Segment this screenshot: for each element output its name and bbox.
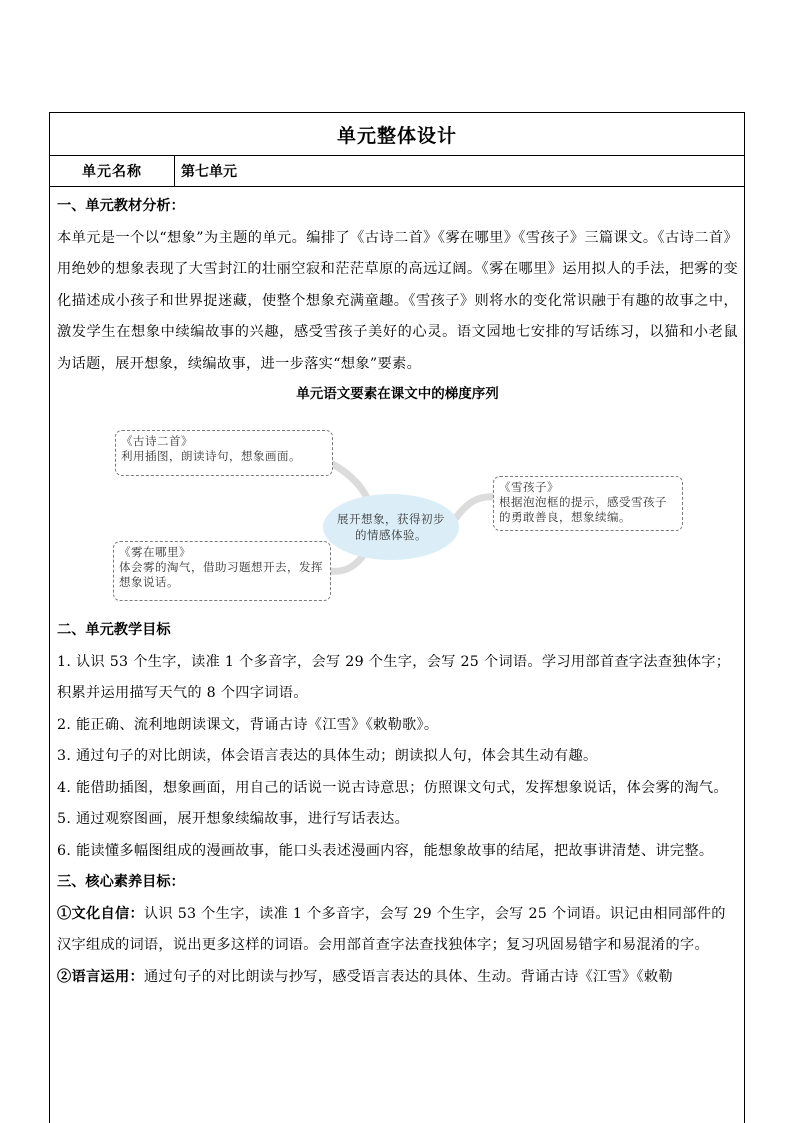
core-item-1-text: 认识 53 个生字，读准 1 个多音字，会写 29 个生字，会写 25 个词语。识记由相同部件的汉字组成的词语，说出更多这样的词语。会用部首查字法查找独体字；复习巩固易错字和易混淆的字。 [57,905,726,953]
note-xuehaizi-title: 《雪孩子》 [499,480,559,494]
note-wuzainali-text: 体会雾的淘气，借助习题想开去，发挥想象说话。 [119,560,323,589]
goal-item-4: 4. 能借助插图，想象画面，用自己的话说一说古诗意思；仿照课文句式，发挥想象说话，体会雾的淘气。 [57,779,728,796]
connector-to-note2 [455,497,497,519]
analysis-heading: 一、单元教材分析： [57,198,185,214]
core-item-2 [57,962,738,994]
center-bubble: 展开想象，获得初步的情感体验。 [323,494,459,560]
core-item-2-lead: ②语言运用： [57,968,144,985]
unit-name-value: 第七单元 [181,164,237,180]
diagram-title: 单元语文要素在课文中的梯度序列 [296,386,499,402]
goal-item-2: 2. 能正确、流利地朗读课文，背诵古诗《江雪》《敕勒歌》。 [57,716,439,733]
goals-heading: 二、单元教学目标 [57,622,171,638]
goal-item-1: 1. 认识 53 个生字，读准 1 个多音字，会写 29 个生字，会写 25 个词语。学习用部首查字法查独体字；积累并运用描写天气的 8 个四字词语。 [57,653,731,701]
unit-name-label: 单元名称 [50,156,175,186]
note-gushi-text: 利用插图，朗读诗句，想象画面。 [121,449,301,463]
core-item-2-text: 通过句子的对比朗读与抄写，感受语言表达的具体、生动。背诵古诗《江雪》《敕勒 [143,968,673,985]
note-wuzainali-title: 《雾在哪里》 [119,545,191,559]
note-xuehaizi-text: 根据泡泡框的提示，感受雪孩子的勇敢善良，想象续编。 [499,495,667,524]
analysis-paragraph: 本单元是一个以“想象”为主题的单元。编排了《古诗二首》《雾在哪里》《雪孩子》三篇课文。《古诗二首》用绝妙的想象表现了大雪封江的壮丽空寂和茫茫草原的高远辽阔。《雾在哪里》运用拟人的手法，把雾的变化描述成小孩子和世界捉迷藏，使整个想象充满童趣。《雪孩子》则将水的变化常识融于有趣的故事之中，激发学生在想象中续编故事的兴趣，感受雪孩子美好的心灵。语文园地七安排的写话练习，以猫和小老鼠为话题，展开想象，续编故事，进一步落实“想象”要素。 [57,229,738,372]
core-heading: 三、核心素养目标： [57,874,185,890]
mind-map-diagram [57,407,738,615]
core-item-1-lead: ①文化自信： [57,905,144,922]
unit-design-table [49,112,745,1123]
table-title: 单元整体设计 [50,113,744,156]
note-wuzainali [113,541,331,601]
note-gushi [115,430,333,476]
note-gushi-title: 《古诗二首》 [121,434,193,448]
goal-item-6: 6. 能读懂多幅图组成的漫画故事，能口头表述漫画内容，能想象故事的结尾，把故事讲清楚、讲完整。 [57,842,714,859]
core-item-1 [57,899,738,962]
goal-item-3: 3. 通过句子的对比朗读，体会语言表达的具体生动；朗读拟人句，体会其生动有趣。 [57,748,598,764]
note-xuehaizi [493,476,683,531]
unit-name-row [50,156,744,187]
content-cell [50,187,744,993]
goal-item-5: 5. 通过观察图画，展开想象续编故事，进行写话表达。 [57,811,410,827]
